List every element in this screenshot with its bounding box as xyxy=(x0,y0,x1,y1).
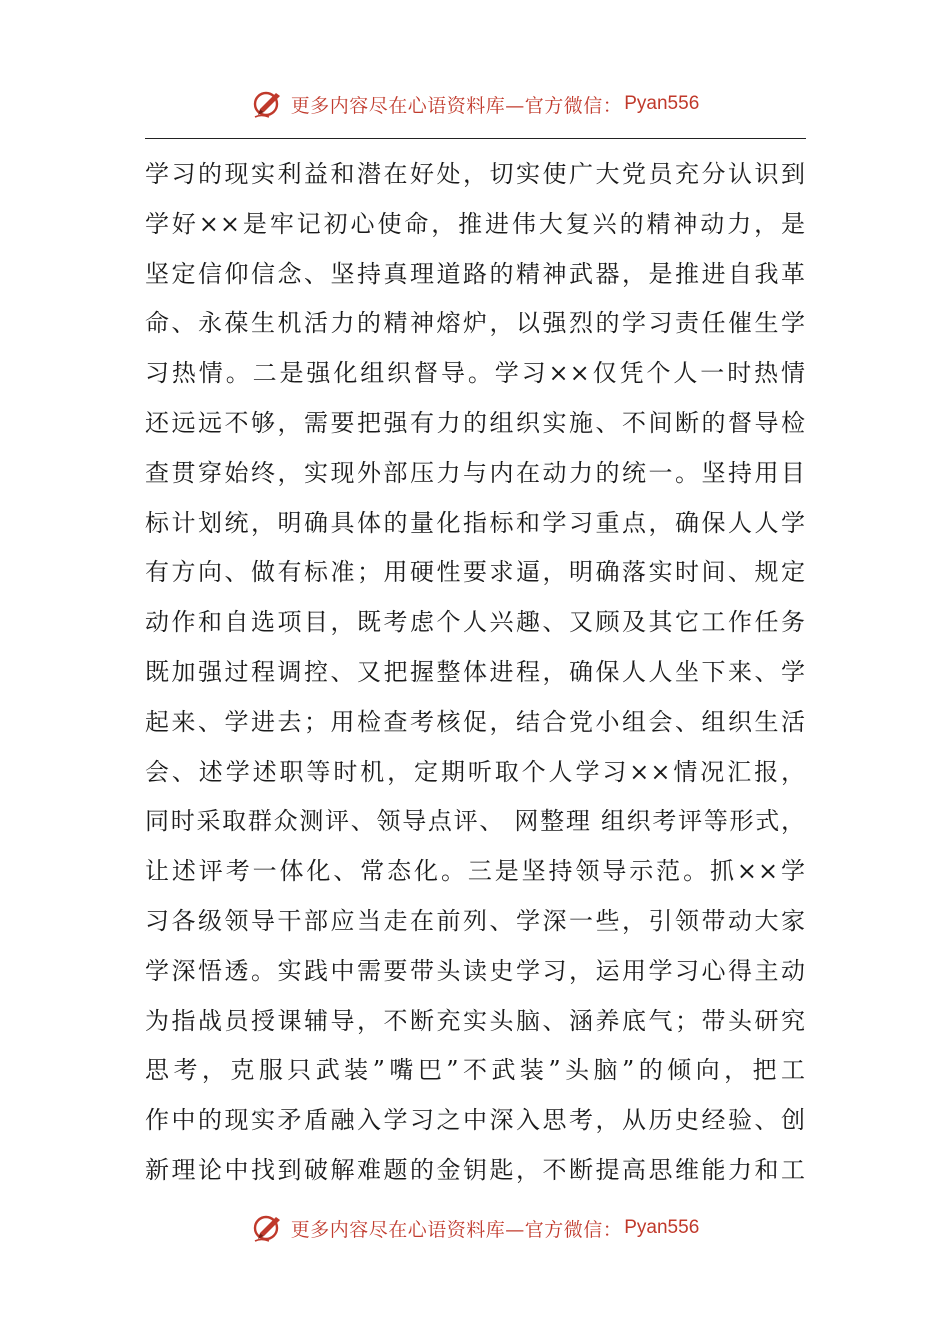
footer-banner-handle: Pyan556 xyxy=(624,1217,700,1238)
body-line: 为指战员授课辅导，不断充实头脑、涵养底气；带头研究 xyxy=(145,1006,806,1035)
body-line: 新理论中找到破解难题的金钥匙，不断提高思维能力和工 xyxy=(145,1155,806,1184)
body-line: 学好××是牢记初心使命，推进伟大复兴的精神动力，是 xyxy=(145,209,806,238)
header-banner-handle: Pyan556 xyxy=(624,93,700,114)
body-line: 同时采取群众测评、领导点评、 网整理 组织考评等形式， xyxy=(145,807,806,836)
body-line: 标计划统，明确具体的量化指标和学习重点，确保人人学 xyxy=(145,508,806,537)
body-line: 动作和自选项目，既考虑个人兴趣、又顾及其它工作任务 xyxy=(145,608,806,637)
header-rule xyxy=(145,138,806,139)
pen-logo-icon xyxy=(251,87,285,121)
body-line: 命、永葆生机活力的精神熔炉，以强烈的学习责任催生学 xyxy=(145,309,806,338)
body-line: 学深悟透。实践中需要带头读史学习，运用学习心得主动 xyxy=(145,956,806,985)
body-line: 查贯穿始终，实现外部压力与内在动力的统一。坚持用目 xyxy=(145,458,806,487)
body-line: 既加强过程调控、又把握整体进程，确保人人坐下来、学 xyxy=(145,657,806,686)
body-line: 有方向、做有标准；用硬性要求逼，明确落实时间、规定 xyxy=(145,558,806,587)
document-body xyxy=(145,150,806,1196)
body-line: 起来、学进去；用检查考核促，结合党小组会、组织生活 xyxy=(145,707,806,736)
header-banner xyxy=(0,84,950,124)
body-line: 作中的现实矛盾融入学习之中深入思考，从历史经验、创 xyxy=(145,1106,806,1135)
body-line: 习各级领导干部应当走在前列、学深一些，引领带动大家 xyxy=(145,906,806,935)
footer-banner-text: 更多内容尽在心语资料库—官方微信： xyxy=(290,1218,623,1241)
body-line: 习热情。二是强化组织督导。学习××仅凭个人一时热情 xyxy=(145,359,806,388)
pen-logo-icon xyxy=(251,1211,285,1245)
body-line: 会、述学述职等时机，定期听取个人学习××情况汇报， xyxy=(145,757,806,786)
body-line: 学习的现实利益和潜在好处，切实使广大党员充分认识到 xyxy=(145,160,806,188)
body-line: 坚定信仰信念、坚持真理道路的精神武器，是推进自我革 xyxy=(145,259,806,288)
footer-banner xyxy=(0,1208,950,1248)
body-line: 让述评考一体化、常态化。三是坚持领导示范。抓××学 xyxy=(145,857,806,886)
header-banner-text: 更多内容尽在心语资料库—官方微信： xyxy=(290,94,623,117)
body-line: 还远远不够，需要把强有力的组织实施、不间断的督导检 xyxy=(145,408,806,437)
body-line: 思考，克服只武装”嘴巴”不武装”头脑”的倾向，把工 xyxy=(145,1056,806,1085)
